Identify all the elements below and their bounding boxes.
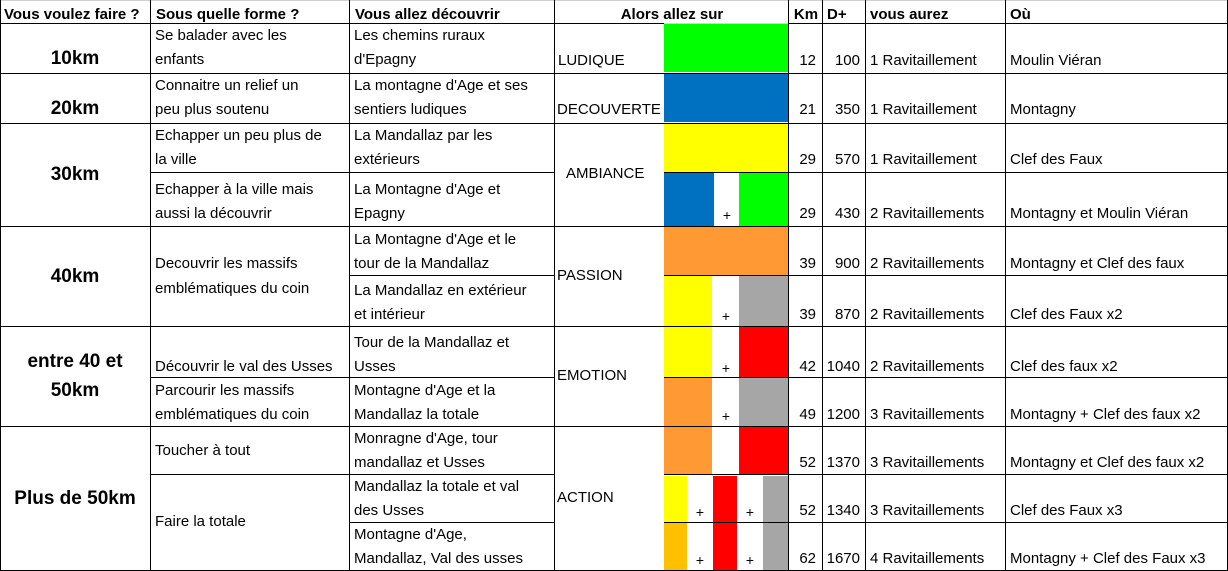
header-discover: Vous allez découvrir [355, 6, 500, 23]
discover-text: La Montagne d'Age et le [354, 231, 517, 248]
discover-text: Monragne d'Age, tour [354, 430, 498, 447]
discover-text: Mandallaz la totale et val [354, 478, 520, 495]
grid-line [349, 0, 350, 571]
form-text: emblématiques du coin [155, 406, 310, 423]
supply-count: 1 Ravitaillement [870, 101, 977, 118]
supply-location: Montagny et Clef des faux [1010, 255, 1185, 272]
plus-sign: + [721, 360, 731, 376]
color-block-gray [739, 276, 788, 326]
supply-count: 3 Ravitaillements [870, 454, 985, 471]
parcours-ludique: LUDIQUE [558, 52, 625, 69]
grid-line [1005, 0, 1006, 571]
grid-line-light [664, 23, 788, 24]
grid-line [350, 275, 555, 276]
dplus-value: 1040 [826, 358, 860, 375]
color-block-blue [664, 74, 788, 122]
supply-count: 3 Ravitaillements [870, 502, 985, 519]
dplus-value: 430 [834, 205, 860, 222]
supply-location: Clef des Faux x3 [1010, 502, 1123, 519]
plus-sign: + [721, 408, 731, 424]
form-text: Toucher à tout [155, 442, 251, 459]
form-text: Faire la totale [155, 513, 246, 530]
form-text: Découvrir le val des Usses [155, 358, 333, 375]
supply-count: 1 Ravitaillement [870, 151, 977, 168]
discover-text: La Montagne d'Age et [354, 181, 501, 198]
supply-location: Moulin Viéran [1010, 52, 1102, 69]
header-where: Où [1010, 6, 1031, 23]
km-value: 12 [799, 52, 816, 69]
grid-line [0, 326, 1228, 327]
supply-count: 2 Ravitaillements [870, 205, 985, 222]
discover-text: Montagne d'Age, [354, 526, 467, 543]
grid-line [865, 0, 866, 571]
form-text: Echapper à la ville mais [155, 181, 314, 198]
km-value: 62 [799, 550, 816, 567]
color-block-gray [739, 378, 788, 426]
form-text: emblématiques du coin [155, 280, 310, 297]
km-value: 52 [799, 502, 816, 519]
form-text: la ville [155, 151, 197, 168]
group-plus-50km: Plus de 50km [14, 488, 136, 509]
supply-count: 3 Ravitaillements [870, 406, 985, 423]
km-value: 29 [799, 151, 816, 168]
supply-count: 2 Ravitaillements [870, 358, 985, 375]
grid-line [0, 426, 1228, 427]
grid-line [0, 73, 1228, 74]
form-text: aussi la découvrir [155, 205, 272, 222]
supply-location: Montagny + Clef des faux x2 [1010, 406, 1201, 423]
km-value: 39 [799, 255, 816, 272]
grid-line [664, 522, 1228, 523]
color-block-red [713, 476, 737, 522]
discover-text: Epagny [354, 205, 405, 222]
discover-text: La montagne d'Age et ses [354, 77, 528, 94]
km-value: 49 [799, 406, 816, 423]
grid-line [0, 226, 1228, 227]
grid-line [664, 275, 1228, 276]
discover-text: des Usses [354, 502, 425, 519]
grid-line [664, 172, 1228, 173]
supply-count: 2 Ravitaillements [870, 306, 985, 323]
group-40-50km-line2: 50km [50, 380, 100, 401]
form-text: Decouvrir les massifs [155, 255, 298, 272]
grid-line [350, 522, 555, 523]
supply-location: Montagny + Clef des Faux x3 [1010, 550, 1206, 567]
color-block-gray [763, 523, 788, 571]
group-20km: 20km [50, 98, 100, 119]
km-value: 42 [799, 358, 816, 375]
supply-location: Clef des faux x2 [1010, 358, 1118, 375]
supply-count: 1 Ravitaillement [870, 52, 977, 69]
grid-line [788, 23, 1228, 24]
grid-line [554, 0, 555, 571]
grid-line [788, 0, 789, 571]
plus-sign: + [745, 504, 755, 520]
header-form: Sous quelle forme ? [156, 6, 300, 23]
color-block-blue [664, 173, 714, 226]
discover-text: Montagne d'Age et la [354, 382, 496, 399]
discover-text: sentiers ludiques [354, 101, 467, 118]
color-block-orange [664, 378, 712, 426]
header-go: Alors allez sur [620, 6, 724, 23]
discover-text: Tour de la Mandallaz et [354, 334, 510, 351]
plus-sign: + [745, 552, 755, 568]
form-text: peu plus soutenu [155, 101, 270, 118]
color-block-red [739, 327, 788, 377]
color-block-gold [664, 523, 687, 571]
dplus-value: 870 [834, 306, 860, 323]
group-40km: 40km [50, 266, 100, 287]
discover-text: La Mandallaz par les [354, 127, 493, 144]
header-get: vous aurez [870, 6, 949, 23]
discover-text: et intérieur [354, 306, 425, 323]
plus-sign: + [721, 308, 731, 324]
parcours-passion: PASSION [557, 267, 623, 284]
color-block-gray [763, 476, 788, 522]
dplus-value: 100 [834, 52, 860, 69]
header-dplus: D+ [827, 6, 847, 23]
grid-line [0, 0, 1, 571]
grid-line [664, 474, 1228, 475]
grid-line [151, 377, 555, 378]
discover-text: tour de la Mandallaz [354, 255, 490, 272]
km-value: 52 [799, 454, 816, 471]
group-10km: 10km [50, 48, 100, 69]
header-goal: Vous voulez faire ? [4, 6, 140, 23]
dplus-value: 900 [834, 255, 860, 272]
color-block-yellow [664, 476, 687, 522]
color-block-yellow [664, 327, 712, 377]
supply-location: Montagny et Clef des faux x2 [1010, 454, 1205, 471]
parcours-action: ACTION [557, 489, 614, 506]
parcours-emotion: EMOTION [557, 367, 627, 384]
km-value: 29 [799, 205, 816, 222]
dplus-value: 1370 [826, 454, 860, 471]
dplus-value: 350 [834, 101, 860, 118]
grid-line [150, 0, 151, 571]
color-block-green [664, 24, 788, 72]
supply-location: Montagny [1010, 101, 1076, 118]
supply-location: Montagny et Moulin Viéran [1010, 205, 1189, 222]
supply-count: 2 Ravitaillements [870, 255, 985, 272]
color-block-red [713, 523, 737, 571]
color-block-green [739, 173, 788, 226]
discover-text: extérieurs [354, 151, 420, 168]
parcours-ambiance: AMBIANCE [566, 165, 645, 182]
discover-text: d'Epagny [354, 51, 417, 68]
color-block-red [739, 427, 788, 475]
dplus-value: 1670 [826, 550, 860, 567]
grid-line [664, 377, 1228, 378]
parcours-decouverte: DECOUVERTE [557, 101, 661, 118]
grid-line [151, 172, 555, 173]
form-text: Parcourir les massifs [155, 382, 295, 399]
color-block-orange [664, 427, 712, 475]
color-block-yellow [664, 124, 788, 172]
dplus-value: 1200 [826, 406, 860, 423]
supply-location: Clef des Faux x2 [1010, 306, 1123, 323]
grid-line [0, 0, 1228, 1]
discover-text: Mandallaz la totale [354, 406, 480, 423]
dplus-value: 1340 [826, 502, 860, 519]
discover-text: mandallaz et Usses [354, 454, 485, 471]
group-40-50km-line1: entre 40 et [27, 351, 123, 372]
header-km: Km [793, 6, 819, 23]
km-value: 21 [799, 101, 816, 118]
discover-text: Les chemins ruraux [354, 27, 485, 44]
discover-text: Usses [354, 358, 396, 375]
color-block-orange [664, 227, 788, 275]
form-text: Se balader avec les [155, 27, 287, 44]
supply-location: Clef des Faux [1010, 151, 1103, 168]
grid-line [0, 23, 664, 24]
discover-text: La Mandallaz en extérieur [354, 282, 527, 299]
color-block-yellow [664, 276, 712, 326]
plus-sign: + [695, 552, 705, 568]
grid-line [151, 474, 555, 475]
supply-count: 4 Ravitaillements [870, 550, 985, 567]
grid-line [0, 123, 1228, 124]
form-text: Connaitre un relief un [155, 77, 299, 94]
grid-line [822, 0, 823, 571]
discover-text: Mandallaz, Val des usses [354, 550, 523, 567]
group-30km: 30km [50, 164, 100, 185]
plus-sign: + [722, 207, 732, 223]
plus-sign: + [695, 504, 705, 520]
km-value: 39 [799, 306, 816, 323]
form-text: enfants [155, 51, 205, 68]
form-text: Echapper un peu plus de [155, 127, 322, 144]
dplus-value: 570 [834, 151, 860, 168]
